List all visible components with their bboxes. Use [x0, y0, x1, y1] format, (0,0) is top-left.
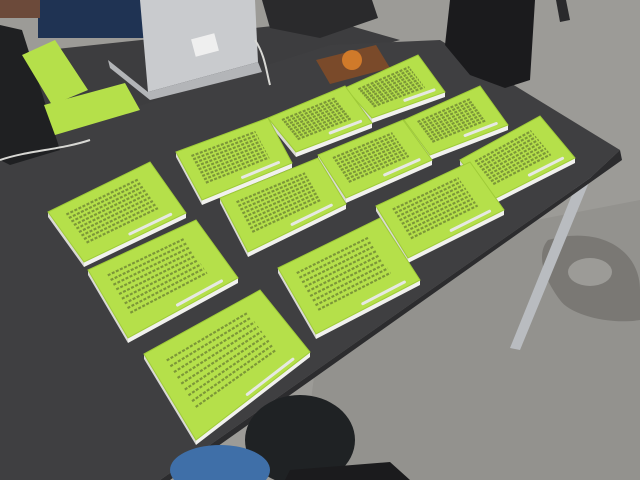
floor-logo-hole: [568, 258, 612, 286]
left-dark-object: [0, 0, 40, 18]
orange-book-emblem: [342, 50, 362, 70]
